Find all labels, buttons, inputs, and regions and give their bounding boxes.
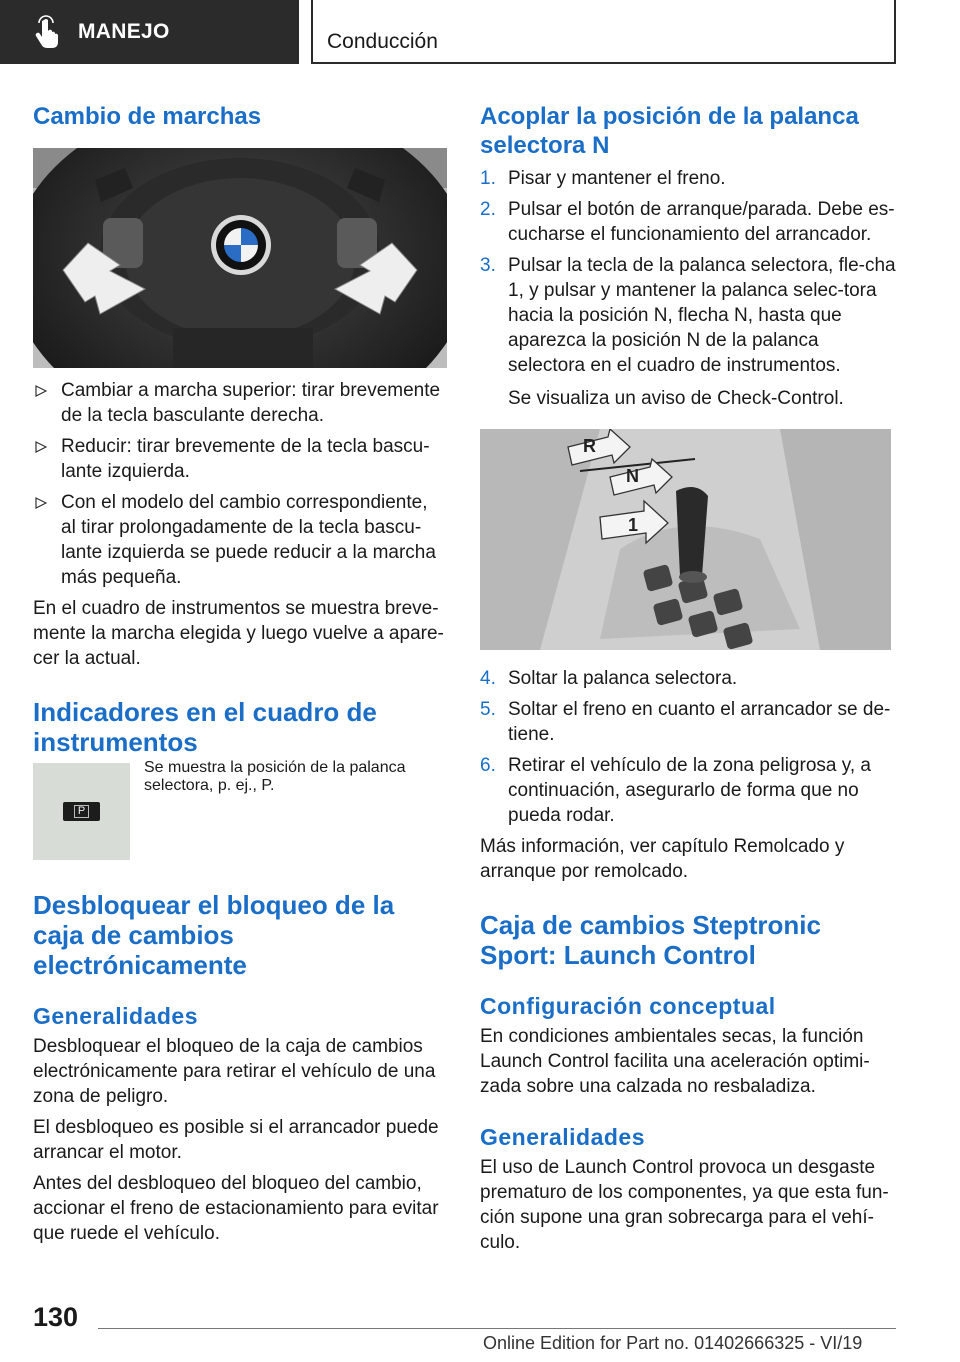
- page-number: 130: [33, 1302, 79, 1332]
- triangle-bullet-icon: [35, 497, 47, 509]
- triangle-bullet-icon: [35, 441, 47, 453]
- list-item: 1. Pisar y mantener el freno.: [480, 168, 726, 189]
- list-item: Con el modelo del cambio correspondiente, al tirar prolongadamente de la tecla bascu-lante izquierda se puede reducir a la marcha más pequeña.: [33, 490, 447, 590]
- arrow-r-label: R: [583, 436, 596, 456]
- paragraph-mas-info: Más información, ver capítulo Remolcado y arranque por remolcado.: [480, 836, 845, 882]
- heading-caja-cambios: Caja de cambios Steptronic Sport: Launch Control: [480, 910, 821, 970]
- list-item: Reducir: tirar brevemente de la tecla bascu-lante izquierda.: [33, 434, 447, 484]
- section-title: MANEJO: [78, 20, 170, 43]
- heading-desbloquear: Desbloquear el bloqueo de la caja de cambios electrónicamente: [33, 890, 395, 980]
- paragraph-cuadro: En el cuadro de instrumentos se muestra breve-mente la marcha elegida y luego vuelve a apare-cer la actual.: [33, 598, 444, 669]
- paragraph-gen: El uso de Launch Control provoca un desgaste prematuro de los componentes, ya que esta fun-ción supone una gran sobrecarga para el vehí-culo.: [480, 1157, 889, 1253]
- steps-list-2: [480, 666, 896, 828]
- right-column: [480, 102, 896, 1255]
- heading-cambio-marchas: Cambio de marchas: [33, 103, 262, 130]
- footer-divider: [98, 1328, 896, 1329]
- gear-p-display: [63, 802, 100, 821]
- heading-indicadores: Indicadores en el cuadro de instrumentos: [33, 697, 377, 757]
- indicator-block: [33, 759, 447, 860]
- steps-list-1: [480, 166, 896, 411]
- triangle-bullet-icon: [35, 385, 47, 397]
- paragraph-desbloquear-1: Desbloquear el bloqueo de la caja de cambios electrónicamente para retirar el vehículo de una zona de peligro.: [33, 1036, 436, 1107]
- list-item: Cambiar a marcha superior: tirar brevemente de la tecla basculante derecha.: [33, 378, 447, 428]
- heading-configuracion: Configuración conceptual: [480, 993, 776, 1019]
- chapter-box: [311, 0, 896, 64]
- section-tab: [0, 0, 299, 64]
- arrow-1-label: 1: [628, 515, 639, 535]
- heading-acoplar: Acoplar la posición de la palanca selectora N: [480, 103, 859, 159]
- list-item: 6. Retirar el vehículo de la zona peligrosa y, a continuación, asegurarlo de forma que no pueda rodar.: [480, 755, 871, 826]
- step3-note: Se visualiza un aviso de Check-Control.: [508, 388, 844, 409]
- edition-text: Online Edition for Part no. 01402666325 - VI/19: [483, 1333, 863, 1353]
- heading-generalidades-left: Generalidades: [33, 1003, 199, 1029]
- hand-touch-icon: [30, 14, 66, 50]
- list-item: 3. Pulsar la tecla de la palanca selectora, fle-cha 1, y pulsar y mantener la palanca selec-tora hacia la posición N, flecha N, hasta que aparezca la posición N de la palanca selectora en el cuadro de instrumentos. Se visualiza un aviso de Check-Control.: [480, 255, 896, 409]
- paragraph-desbloquear-2: El desbloqueo es posible si el arrancador puede arrancar el motor.: [33, 1117, 439, 1163]
- list-item: 2. Pulsar el botón de arranque/parada. Debe es-cucharse el funcionamiento del arrancador.: [480, 199, 895, 245]
- list-item: 4. Soltar la palanca selectora.: [480, 668, 738, 689]
- paragraph-desbloquear-3: Antes del desbloqueo del bloqueo del cambio, accionar el freno de estacionamiento para evitar que ruede el vehículo.: [33, 1173, 439, 1244]
- left-column: [33, 102, 447, 1246]
- indicator-image: [33, 763, 130, 860]
- heading-generalidades-right: Generalidades: [480, 1124, 646, 1150]
- list-item: 5. Soltar el freno en cuanto el arrancador se de-tiene.: [480, 699, 891, 745]
- indicator-text: Se muestra la posición de la palanca selectora, p. ej., P.: [144, 759, 406, 794]
- gear-p-symbol: P: [74, 805, 89, 818]
- gear-selector-image: [480, 429, 891, 650]
- shift-bullets: [33, 378, 447, 590]
- paragraph-config: En condiciones ambientales secas, la función Launch Control facilita una aceleración optimi-zada sobre una calzada no resbaladiza.: [480, 1026, 870, 1097]
- arrow-n-label: N: [626, 466, 639, 486]
- chapter-title: Conducción: [327, 30, 438, 53]
- steering-wheel-image: [33, 148, 447, 368]
